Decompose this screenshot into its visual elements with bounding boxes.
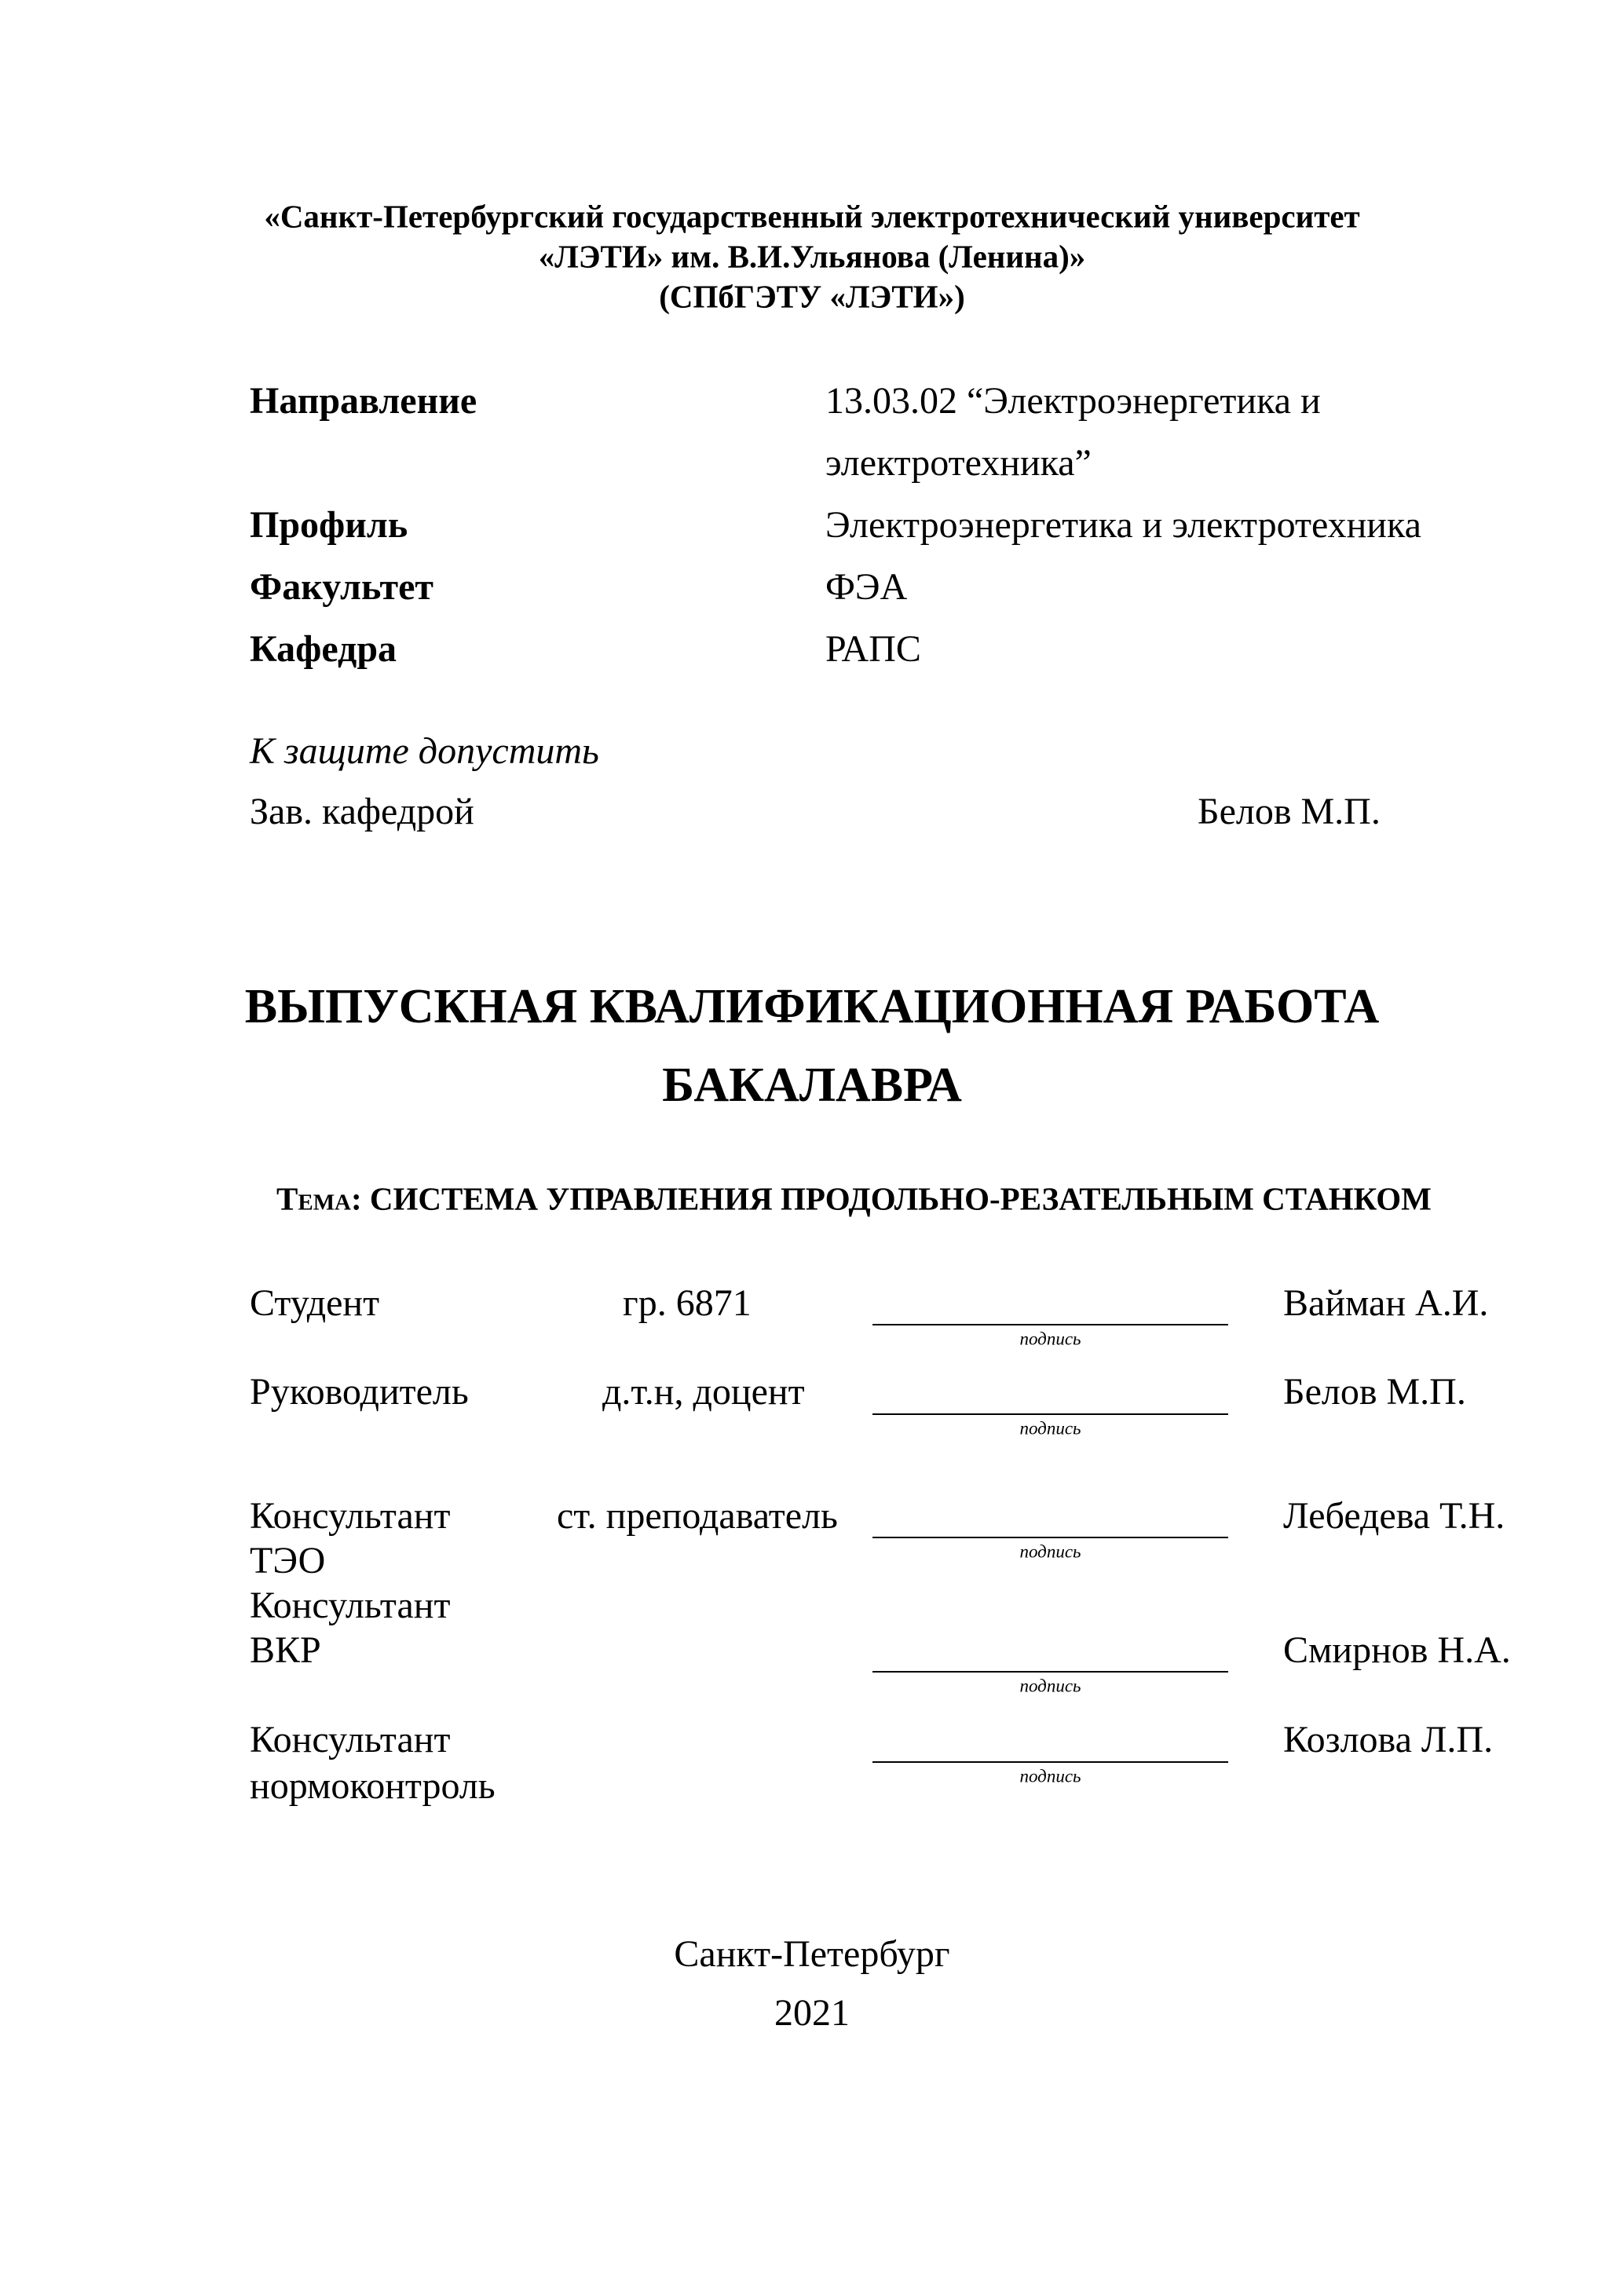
signatory-role: Консультант	[250, 1719, 451, 1760]
signatory-role: Студент	[250, 1282, 380, 1324]
head-of-department-name: Белов М.П.	[1198, 791, 1381, 832]
signature-line	[872, 1324, 1228, 1325]
signature-caption: подпись	[1019, 1676, 1081, 1696]
signature-line	[872, 1761, 1228, 1763]
faculty-label: Факультет	[250, 566, 433, 608]
year: 2021	[774, 1992, 850, 2034]
work-title-line1: ВЫПУСКНАЯ КВАЛИФИКАЦИОННАЯ РАБОТА	[244, 980, 1380, 1033]
university-name-line2: «ЛЭТИ» им. В.И.Ульянова (Ленина)»	[538, 238, 1086, 275]
signatory-position: д.т.н, доцент	[602, 1371, 805, 1413]
profile-value: Электроэнергетика и электротехника	[825, 504, 1421, 546]
signatory-name: Белов М.П.	[1283, 1371, 1466, 1413]
department-label: Кафедра	[250, 628, 397, 670]
signatory-role: Консультант	[250, 1585, 451, 1626]
signatory-role: Руководитель	[250, 1371, 469, 1413]
signature-caption: подпись	[1019, 1766, 1081, 1786]
city: Санкт-Петербург	[674, 1933, 950, 1975]
signature-line	[872, 1537, 1228, 1538]
theme-prefix: Тема	[276, 1180, 352, 1217]
admit-to-defense: К защите допустить	[250, 730, 599, 772]
signatory-name: Козлова Л.П.	[1283, 1719, 1494, 1760]
signature-line	[872, 1671, 1228, 1673]
work-title-line2: БАКАЛАВРА	[662, 1058, 962, 1112]
theme-text: СИСТЕМА УПРАВЛЕНИЯ ПРОДОЛЬНО-РЕЗАТЕЛЬНЫМ СТАНКОМ	[369, 1180, 1432, 1217]
signature-line	[872, 1413, 1228, 1415]
signatory-role-line2: нормоконтроль	[250, 1765, 496, 1807]
signature-caption: подпись	[1019, 1329, 1081, 1349]
university-abbr: (СПбГЭТУ «ЛЭТИ»)	[659, 278, 965, 315]
theme-colon: :	[351, 1180, 362, 1217]
profile-label: Профиль	[250, 504, 408, 546]
university-name-line1: «Санкт-Петербургский государственный электротехнический университет	[264, 198, 1360, 235]
direction-label: Направление	[250, 380, 477, 422]
signature-caption: подпись	[1019, 1418, 1081, 1439]
signature-caption: подпись	[1019, 1541, 1081, 1562]
signatory-role: Консультант	[250, 1495, 451, 1537]
signatory-role-line2: ТЭО	[250, 1540, 326, 1581]
signatory-position: ст. преподаватель	[557, 1495, 838, 1537]
department-value: РАПС	[825, 628, 921, 670]
faculty-value: ФЭА	[825, 566, 908, 608]
signatory-name: Смирнов Н.А.	[1283, 1629, 1511, 1671]
signatory-role-line2: ВКР	[250, 1629, 321, 1671]
head-of-department-label: Зав. кафедрой	[250, 791, 474, 832]
direction-value-line2: электротехника”	[825, 442, 1092, 484]
direction-value-line1: 13.03.02 “Электроэнергетика и	[825, 380, 1321, 422]
theme	[276, 1180, 1432, 1217]
signatory-name: Лебедева Т.Н.	[1283, 1495, 1505, 1537]
signatory-position: гр. 6871	[623, 1282, 752, 1324]
signatory-name: Вайман А.И.	[1283, 1282, 1489, 1324]
